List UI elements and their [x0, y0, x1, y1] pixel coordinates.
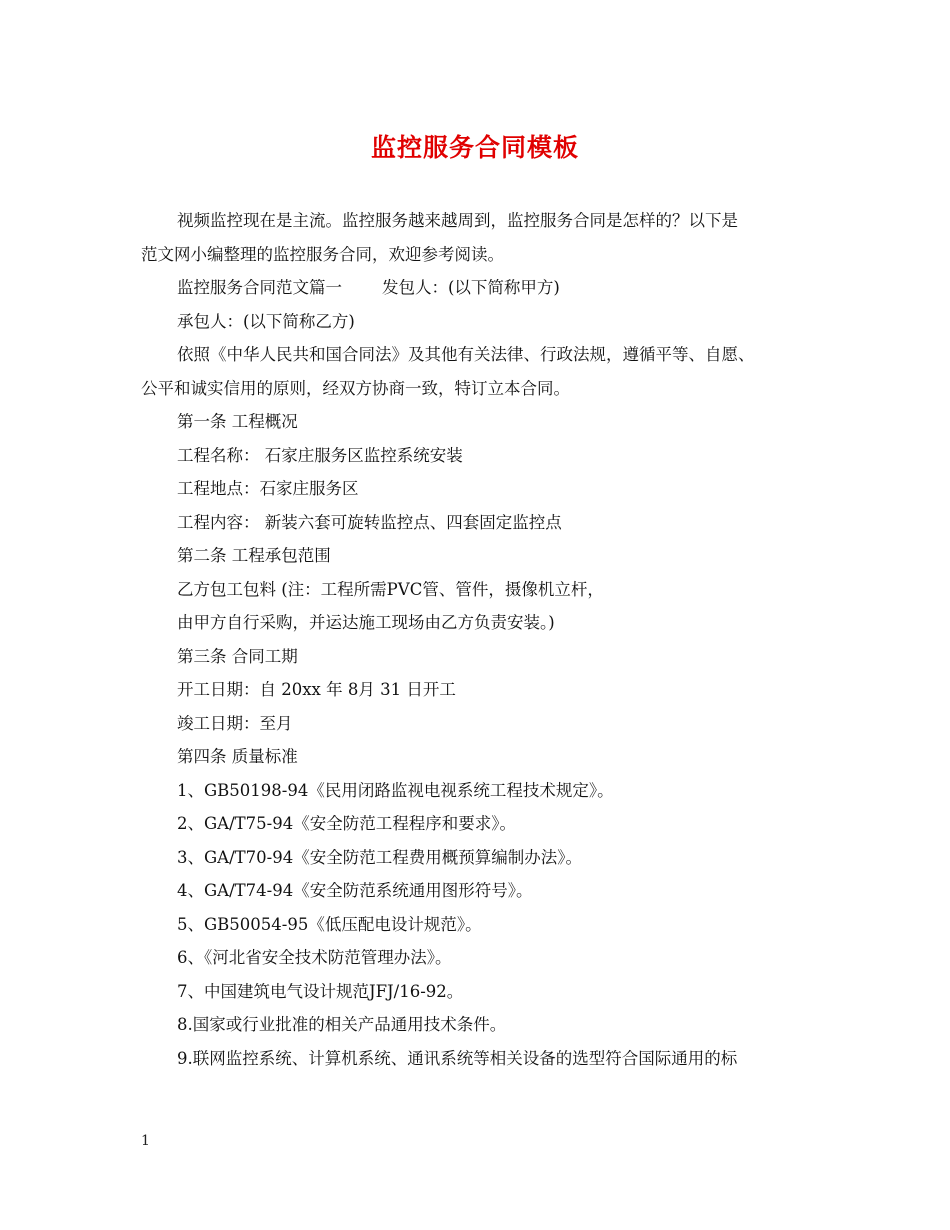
page-number: 1 — [141, 1133, 150, 1149]
paragraph-line: 公平和诚实信用的原则，经双方协商一致，特订立本合同。 — [141, 378, 570, 398]
paragraph-line: 视频监控现在是主流。监控服务越来越周到，监控服务合同是怎样的？以下是 — [177, 211, 738, 230]
list-item: 3、GA/T70-94《安全防范工程费用概预算编制办法》。 — [177, 847, 582, 867]
article-heading: 第四条 质量标准 — [177, 747, 298, 766]
section-heading: 监控服务合同范文篇一 — [177, 278, 342, 297]
paragraph-line: 依照《中华人民共和国合同法》及其他有关法律、行政法规，遵循平等、自愿、 — [177, 345, 755, 364]
paragraph-line: 范文网小编整理的监控服务合同，欢迎参考阅读。 — [141, 244, 504, 264]
article-heading: 第一条 工程概况 — [177, 412, 298, 431]
document-title: 监控服务合同模板 — [370, 133, 579, 162]
list-item: 8.国家或行业批准的相关产品通用技术条件。 — [177, 1015, 507, 1034]
list-item: 5、GB50054-95《低压配电设计规范》。 — [177, 914, 482, 934]
article-heading: 第二条 工程承包范围 — [177, 546, 331, 565]
paragraph-line: 乙方包工包料 (注：工程所需PVC管、管件，摄像机立杆， — [177, 579, 604, 599]
paragraph-line: 开工日期：自 20xx 年 8月 31 日开工 — [177, 680, 456, 699]
paragraph-line: 工程名称： 石家庄服务区监控系统安装 — [177, 445, 463, 465]
list-item: 9.联网监控系统、计算机系统、通讯系统等相关设备的选型符合国际通用的标 — [177, 1048, 738, 1068]
list-item: 2、GA/T75-94《安全防范工程程序和要求》。 — [177, 814, 516, 833]
paragraph-line: 由甲方自行采购，并运达施工现场由乙方负责安装。) — [177, 613, 555, 632]
paragraph-line: 工程内容： 新装六套可旋转监控点、四套固定监控点 — [177, 512, 562, 532]
paragraph-line: 工程地点：石家庄服务区 — [177, 479, 359, 498]
paragraph-line — [141, 271, 831, 305]
paragraph-line: 承包人：(以下简称乙方) — [177, 311, 355, 331]
paragraph-line: 竣工日期：至月 — [177, 713, 293, 733]
list-item: 7、中国建筑电气设计规范JFJ/16-92。 — [177, 981, 464, 1001]
document-body — [141, 204, 831, 1075]
list-item: 1、GB50198-94《民用闭路监视电视系统工程技术规定》。 — [177, 780, 614, 800]
list-item: 6、《河北省安全技术防范管理办法》。 — [177, 948, 452, 967]
party-a-label: 发包人：(以下简称甲方) — [382, 278, 560, 297]
article-heading: 第三条 合同工期 — [177, 646, 298, 666]
list-item: 4、GA/T74-94《安全防范系统通用图形符号》。 — [177, 881, 533, 900]
